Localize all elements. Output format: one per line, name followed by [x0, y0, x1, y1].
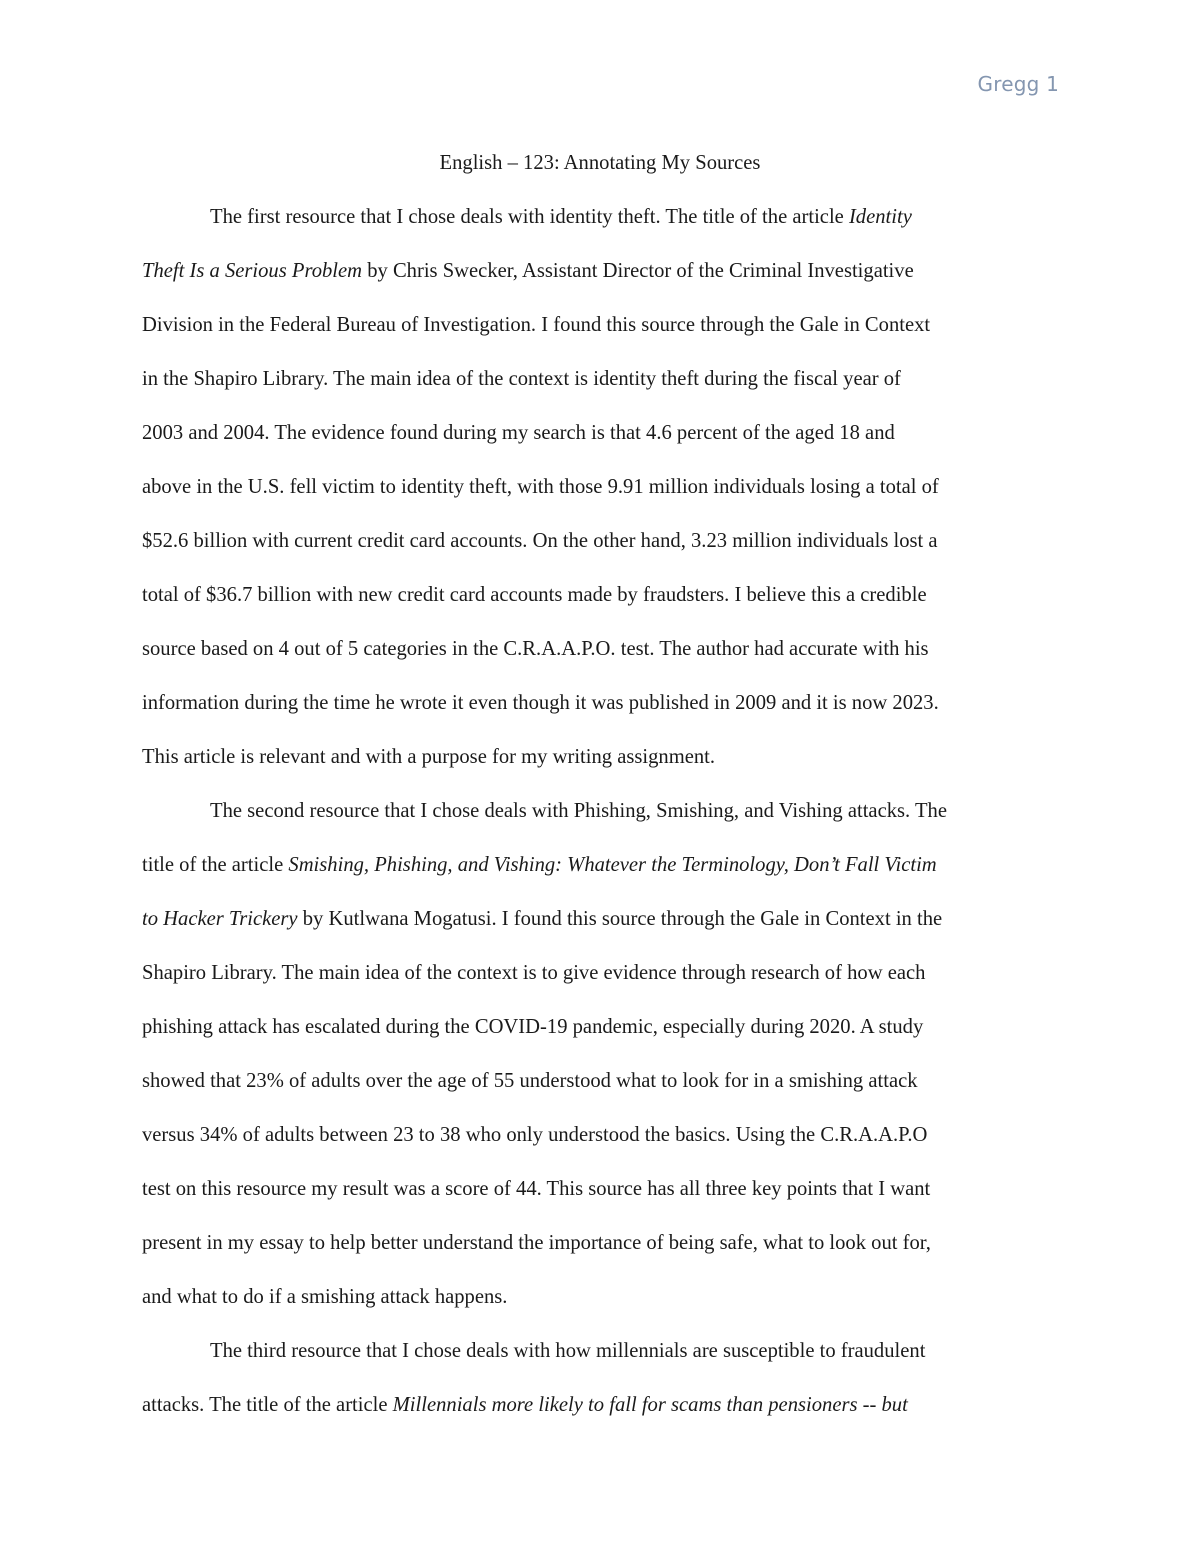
text-run: test on this resource my result was a score of 44. This source has all three key points that I want: [142, 1178, 931, 1200]
text-run: Shapiro Library. The main idea of the context is to give evidence through research of how each: [142, 962, 926, 984]
paragraph-line: [142, 946, 1058, 1000]
italic-title-run: Millennials more likely to fall for scams than pensioners -- but: [392, 1394, 908, 1416]
paragraphs-container: [142, 190, 1058, 1432]
paragraph-line: [142, 730, 1058, 784]
text-run: present in my essay to help better understand the importance of being safe, what to look out for,: [142, 1232, 931, 1254]
text-run: in the Shapiro Library. The main idea of the context is identity theft during the fiscal year of: [142, 368, 901, 390]
paragraph-line: [142, 1054, 1058, 1108]
paragraph-line: [142, 1162, 1058, 1216]
text-run: Division in the Federal Bureau of Investigation. I found this source through the Gale in Context: [142, 314, 931, 336]
italic-title-run: Smishing, Phishing, and Vishing: Whatever the Terminology, Don’t Fall Victim: [288, 854, 937, 876]
text-run: $52.6 billion with current credit card accounts. On the other hand, 3.23 million individuals lost a: [142, 530, 938, 552]
paragraph-line: [142, 568, 1058, 622]
paragraph-line: [142, 460, 1058, 514]
paragraph-line: [142, 514, 1058, 568]
text-run: and what to do if a smishing attack happens.: [142, 1286, 508, 1308]
paragraph-line: [142, 1108, 1058, 1162]
paragraph-line: [142, 838, 1058, 892]
text-run: source based on 4 out of 5 categories in the C.R.A.A.P.O. test. The author had accurate with his: [142, 638, 929, 660]
paragraph-3: [142, 1324, 1058, 1432]
paragraph-line: [142, 244, 1058, 298]
paragraph-line: [142, 1216, 1058, 1270]
paragraph-line: [142, 352, 1058, 406]
running-head: Gregg 1: [977, 72, 1059, 96]
paragraph-2: [142, 784, 1058, 1324]
text-run: by Kutlwana Mogatusi. I found this source through the Gale in Context in the: [297, 908, 943, 930]
text-run: total of $36.7 billion with new credit card accounts made by fraudsters. I believe this a credible: [142, 584, 927, 606]
document-body: [142, 136, 1058, 1432]
paragraph-line: [142, 892, 1058, 946]
text-run: information during the time he wrote it even though it was published in 2009 and it is now 2023.: [142, 692, 939, 714]
text-run: phishing attack has escalated during the COVID-19 pandemic, especially during 2020. A study: [142, 1016, 924, 1038]
text-run: The third resource that I chose deals with how millennials are susceptible to fraudulent: [210, 1340, 926, 1362]
paragraph-line: [142, 1270, 1058, 1324]
text-run: versus 34% of adults between 23 to 38 who only understood the basics. Using the C.R.A.A.P.O: [142, 1124, 928, 1146]
paragraph-line: [142, 406, 1058, 460]
text-run: The second resource that I chose deals with Phishing, Smishing, and Vishing attacks. The: [210, 800, 947, 822]
text-run: This article is relevant and with a purpose for my writing assignment.: [142, 746, 716, 768]
italic-title-run: Theft Is a Serious Problem: [142, 260, 363, 282]
paragraph-1: [142, 190, 1058, 784]
paragraph-line: [142, 1378, 1058, 1432]
italic-title-run: Identity: [848, 206, 912, 228]
paragraph-line: [142, 1324, 1058, 1378]
text-run: showed that 23% of adults over the age of 55 understood what to look for in a smishing attack: [142, 1070, 918, 1092]
text-run: attacks. The title of the article: [142, 1394, 393, 1416]
paragraph-line: [142, 298, 1058, 352]
text-run: title of the article: [142, 854, 289, 876]
text-run: 2003 and 2004. The evidence found during my search is that 4.6 percent of the aged 18 and: [142, 422, 895, 444]
italic-title-run: to Hacker Trickery: [142, 908, 298, 930]
text-run: by Chris Swecker, Assistant Director of the Criminal Investigative: [362, 260, 914, 282]
paragraph-line: [142, 784, 1058, 838]
text-run: The first resource that I chose deals with identity theft. The title of the article: [210, 206, 849, 228]
paragraph-line: [142, 190, 1058, 244]
paragraph-line: [142, 622, 1058, 676]
paragraph-line: [142, 676, 1058, 730]
document-title: English – 123: Annotating My Sources: [439, 152, 761, 174]
paragraph-line: [142, 1000, 1058, 1054]
text-run: above in the U.S. fell victim to identity theft, with those 9.91 million individuals losing a total of: [142, 476, 939, 498]
